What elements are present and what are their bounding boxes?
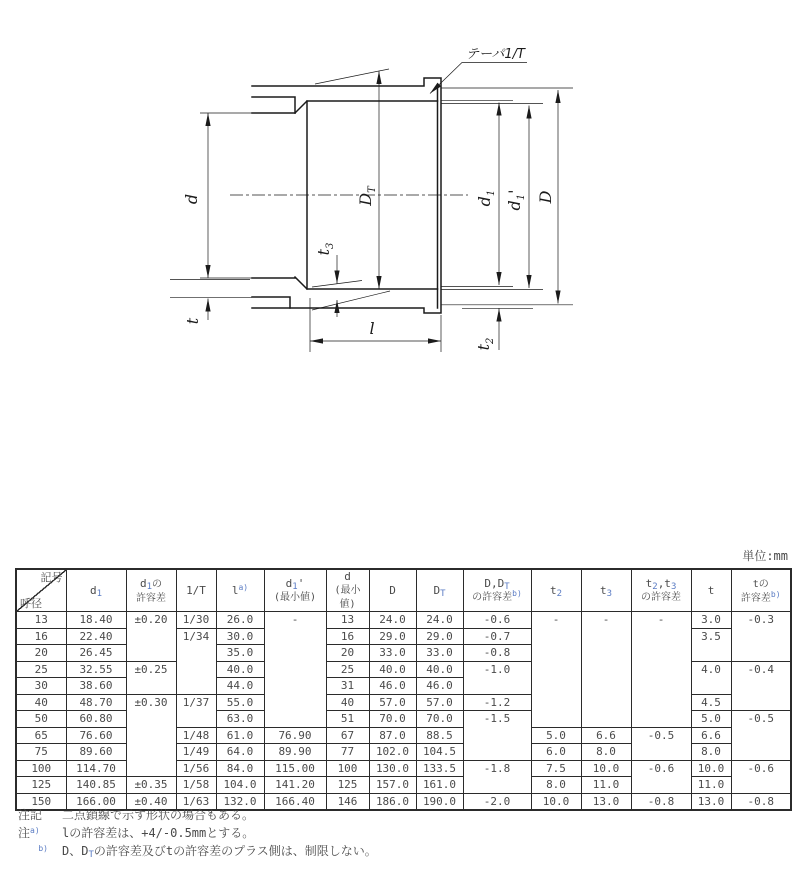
table-cell: 33.0 — [369, 645, 416, 662]
spec-table — [15, 568, 792, 811]
table-cell: 102.0 — [369, 744, 416, 761]
table-cell: 6.6 — [691, 727, 731, 744]
table-cell: 114.70 — [66, 760, 126, 777]
table-cell: 25 — [326, 661, 369, 678]
drawing-outline — [252, 78, 441, 313]
table-cell: 157.0 — [369, 777, 416, 794]
table-cell: - — [581, 612, 631, 728]
col-header: tの 許容差$^{b)}$ — [731, 569, 791, 612]
table-cell: 16 — [16, 628, 66, 645]
table-cell: 35.0 — [216, 645, 264, 662]
table-cell: 132.0 — [216, 793, 264, 810]
col-header: $d_1'$ (最小値) — [264, 569, 326, 612]
table-cell: 70.0 — [369, 711, 416, 728]
note-a-label: 注$^{a)}$ — [18, 826, 40, 840]
table-cell: 40.0 — [216, 661, 264, 678]
note-b-text: D、$D_T$の許容差及びtの許容差のプラス側は、制限しない。 — [62, 844, 377, 860]
note-a — [18, 824, 377, 842]
col-header: $d_1$の 許容差 — [126, 569, 176, 612]
table-cell: -1.2 — [463, 694, 531, 711]
note-b-label: b) — [38, 844, 48, 853]
table-cell: 125 — [326, 777, 369, 794]
col-header: $t_2$ — [531, 569, 581, 612]
table-cell: -0.6 — [463, 612, 531, 629]
table-cell: 46.0 — [416, 678, 463, 695]
table-cell: 29.0 — [416, 628, 463, 645]
col-header: $t_3$ — [581, 569, 631, 612]
table-cell: 13 — [326, 612, 369, 629]
table-cell: 38.60 — [66, 678, 126, 695]
note-a-text: lの許容差は、+4/-0.5mmとする。 — [62, 826, 255, 840]
table-cell: 87.0 — [369, 727, 416, 744]
dim-label-DT: $D_T$ — [356, 186, 378, 206]
table-cell: 55.0 — [216, 694, 264, 711]
notes — [18, 806, 377, 860]
table-cell: -0.6 — [731, 760, 791, 793]
table-cell: 5.0 — [531, 727, 581, 744]
table-cell: 32.55 — [66, 661, 126, 678]
dim-label-d1: $d_1$ — [475, 189, 497, 207]
table-cell: 88.5 — [416, 727, 463, 744]
table-cell: 7.5 — [531, 760, 581, 777]
table-cell: 1/48 — [176, 727, 216, 744]
table-cell: 13.0 — [581, 793, 631, 810]
table-cell: 1/63 — [176, 793, 216, 810]
table-cell: 75 — [16, 744, 66, 761]
note-remark-text: 二点鎖線で示す形状の場合もある。 — [62, 808, 255, 822]
table-cell: 84.0 — [216, 760, 264, 777]
table-cell: 26.0 — [216, 612, 264, 629]
table-cell: 6.6 — [581, 727, 631, 744]
table-cell: -0.3 — [731, 612, 791, 662]
table-head — [16, 569, 791, 612]
table-cell: 57.0 — [416, 694, 463, 711]
table-cell: 130.0 — [369, 760, 416, 777]
col-header: $d_1$ — [66, 569, 126, 612]
table-cell: 140.85 — [66, 777, 126, 794]
table-cell: 18.40 — [66, 612, 126, 629]
table-cell: 40 — [16, 694, 66, 711]
note-remark-label: 注記 — [18, 808, 43, 822]
table-cell: 44.0 — [216, 678, 264, 695]
table-cell: 11.0 — [581, 777, 631, 794]
table-cell: 1/49 — [176, 744, 216, 761]
table-cell: 76.90 — [264, 727, 326, 744]
table-cell: -0.8 — [463, 645, 531, 662]
table-cell: - — [631, 612, 691, 728]
table-cell: -0.4 — [731, 661, 791, 711]
table-cell: 4.0 — [691, 661, 731, 694]
table-cell: 48.70 — [66, 694, 126, 711]
dim-label-l: l — [369, 319, 375, 338]
table-cell: 190.0 — [416, 793, 463, 810]
table-cell: 30 — [16, 678, 66, 695]
table-cell: 24.0 — [416, 612, 463, 629]
taper-label: テーパ1/T — [466, 47, 525, 62]
table-cell: 46.0 — [369, 678, 416, 695]
table-cell: 24.0 — [369, 612, 416, 629]
corner-cell: 記号 呼径 — [16, 569, 66, 612]
table-cell: 40.0 — [369, 661, 416, 678]
table-cell: 125 — [16, 777, 66, 794]
table-cell: 1/30 — [176, 612, 216, 629]
table-cell: 50 — [16, 711, 66, 728]
table-cell: 70.0 — [416, 711, 463, 728]
table-cell: ±0.40 — [126, 793, 176, 810]
table-cell: - — [531, 612, 581, 728]
table-cell: 63.0 — [216, 711, 264, 728]
table-cell: 30.0 — [216, 628, 264, 645]
table-cell: 40.0 — [416, 661, 463, 678]
table-cell: 104.0 — [216, 777, 264, 794]
table-cell: 25 — [16, 661, 66, 678]
table-cell: 100 — [16, 760, 66, 777]
table-cell: ±0.20 — [126, 612, 176, 662]
table-cell: 161.0 — [416, 777, 463, 794]
col-header: 1/T — [176, 569, 216, 612]
table-cell: 13 — [16, 612, 66, 629]
table-cell: 31 — [326, 678, 369, 695]
table-cell: 10.0 — [531, 793, 581, 810]
note-remark — [18, 806, 377, 824]
dim-label-t: t — [183, 317, 202, 325]
note-b — [18, 842, 377, 860]
table-cell: 10.0 — [691, 760, 731, 777]
col-header: t — [691, 569, 731, 612]
table-cell: 1/56 — [176, 760, 216, 777]
table-cell: -2.0 — [463, 793, 531, 810]
table-cell: 6.0 — [531, 744, 581, 761]
table-cell: 166.40 — [264, 793, 326, 810]
table-cell: 8.0 — [531, 777, 581, 794]
table-cell: 1/58 — [176, 777, 216, 794]
dim-label-t3: $t_3$ — [314, 242, 336, 256]
dim-label-t2: $t_2$ — [474, 337, 496, 351]
table-cell: 166.00 — [66, 793, 126, 810]
table-cell: -0.7 — [463, 628, 531, 645]
table-cell: -0.6 — [631, 760, 691, 793]
table-row — [16, 612, 791, 629]
table-cell: 51 — [326, 711, 369, 728]
table-cell: 57.0 — [369, 694, 416, 711]
col-header: d (最小値) — [326, 569, 369, 612]
table-cell: 60.80 — [66, 711, 126, 728]
table-cell: 141.20 — [264, 777, 326, 794]
table-body — [16, 612, 791, 811]
col-header: $t_2,t_3$ の許容差 — [631, 569, 691, 612]
table-cell: 146 — [326, 793, 369, 810]
table-cell: 29.0 — [369, 628, 416, 645]
col-header: $l^{a)}$ — [216, 569, 264, 612]
table-cell: 20 — [16, 645, 66, 662]
table-cell: 1/37 — [176, 694, 216, 727]
dim-label-D: D — [536, 190, 555, 204]
technical-drawing — [145, 28, 615, 390]
table-cell: 11.0 — [691, 777, 731, 794]
table-cell: 61.0 — [216, 727, 264, 744]
table-cell: -0.8 — [631, 793, 691, 810]
table-cell: -0.5 — [631, 727, 691, 760]
table-cell: 115.00 — [264, 760, 326, 777]
table-cell: 5.0 — [691, 711, 731, 728]
dim-label-d1-prime: $d_1'$ — [505, 189, 527, 211]
table-cell: 76.60 — [66, 727, 126, 744]
table-cell: -1.0 — [463, 661, 531, 694]
table-cell: 16 — [326, 628, 369, 645]
col-header: $D_T$ — [416, 569, 463, 612]
table-cell: 13.0 — [691, 793, 731, 810]
table-cell: -1.5 — [463, 711, 531, 761]
table-cell: 3.5 — [691, 628, 731, 661]
table-cell: 3.0 — [691, 612, 731, 629]
table-cell: 77 — [326, 744, 369, 761]
table-cell: 150 — [16, 793, 66, 810]
table-cell: 26.45 — [66, 645, 126, 662]
table-cell: -0.8 — [731, 793, 791, 810]
col-header: D — [369, 569, 416, 612]
table-cell: ±0.30 — [126, 694, 176, 777]
table-cell: 40 — [326, 694, 369, 711]
table-cell: - — [264, 612, 326, 728]
table-cell: 89.60 — [66, 744, 126, 761]
table-cell: 10.0 — [581, 760, 631, 777]
table-cell: -0.5 — [731, 711, 791, 761]
table-cell: 64.0 — [216, 744, 264, 761]
table-cell: 22.40 — [66, 628, 126, 645]
unit-label: 単位:mm — [742, 549, 788, 563]
table-cell: 1/34 — [176, 628, 216, 694]
dim-label-d: d — [182, 193, 201, 205]
table-cell: 20 — [326, 645, 369, 662]
table-cell: 133.5 — [416, 760, 463, 777]
table-cell: ±0.25 — [126, 661, 176, 694]
table-cell: 8.0 — [581, 744, 631, 761]
table-cell: 33.0 — [416, 645, 463, 662]
table-cell: ±0.35 — [126, 777, 176, 794]
table-cell: 100 — [326, 760, 369, 777]
table-cell: 8.0 — [691, 744, 731, 761]
table-cell: 104.5 — [416, 744, 463, 761]
table-cell: 186.0 — [369, 793, 416, 810]
table-cell: 89.90 — [264, 744, 326, 761]
table-cell: -1.8 — [463, 760, 531, 793]
col-header: $D,D_T$ の許容差$^{b)}$ — [463, 569, 531, 612]
table-cell: 67 — [326, 727, 369, 744]
header-row — [16, 569, 791, 612]
table-cell: 65 — [16, 727, 66, 744]
table-cell: 4.5 — [691, 694, 731, 711]
